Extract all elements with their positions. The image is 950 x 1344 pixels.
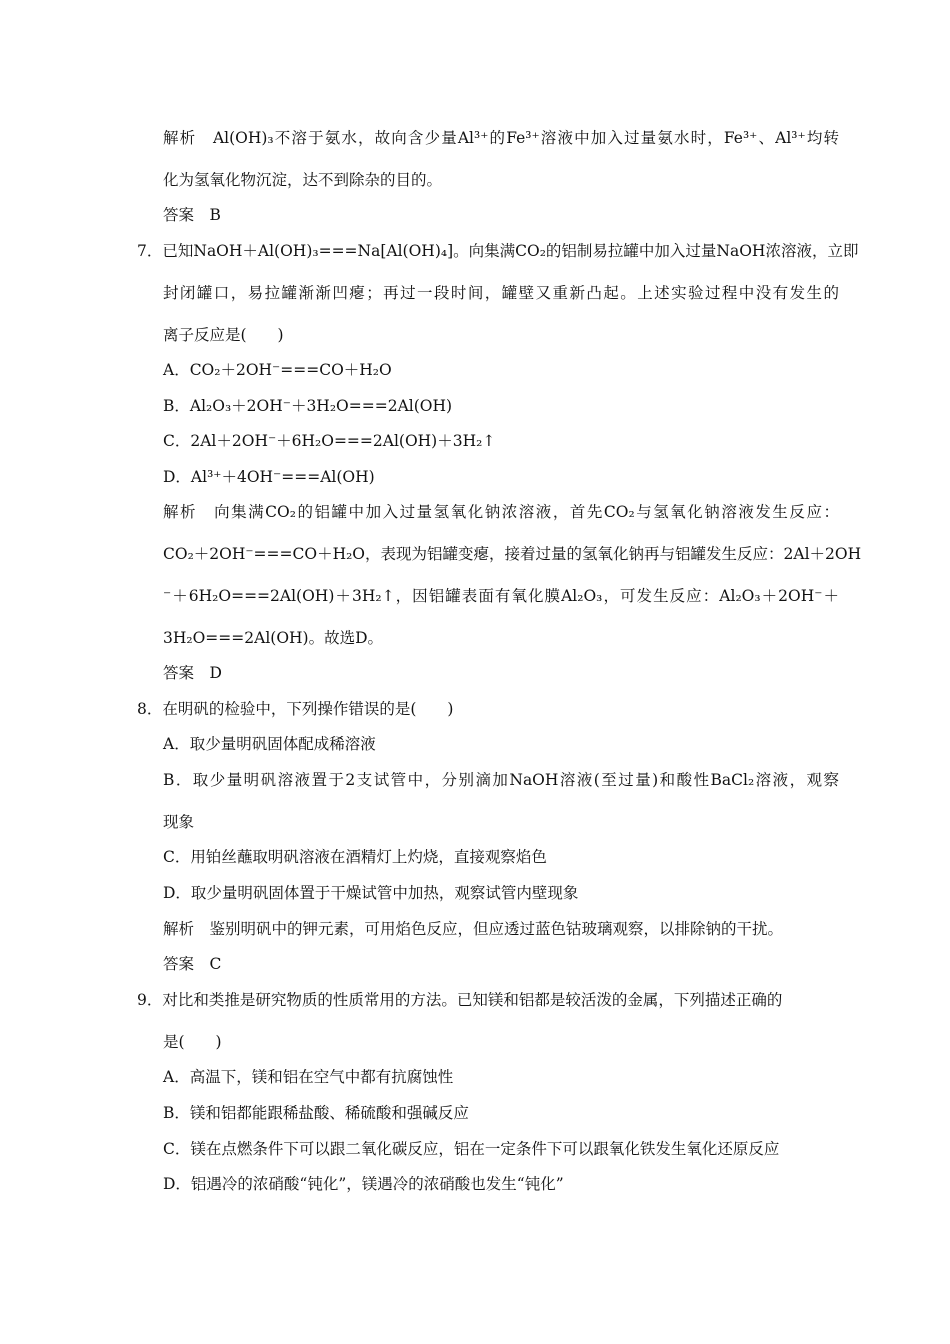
q7-analysis-line-4: 3H₂O===2Al(OH)。故选D。: [163, 629, 384, 647]
q9-option-d: D．铝遇冷的浓硝酸“钝化”，镁遇冷的浓硝酸也发生“钝化”: [163, 1175, 564, 1193]
q9-option-c: C．镁在点燃条件下可以跟二氧化碳反应，铝在一定条件下可以跟氧化铁发生氧化还原反应: [163, 1140, 780, 1158]
q9-stem-line-2: 是( ): [163, 1033, 222, 1051]
q8-option-d: D．取少量明矾固体置于干燥试管中加热，观察试管内壁现象: [163, 884, 579, 902]
q7-stem-line-1: 7．已知NaOH＋Al(OH)₃===Na[Al(OH)₄]。向集满CO₂的铝制易拉罐中加入过量NaOH浓溶液，立即: [137, 242, 859, 260]
q7-analysis-line-1: 解析 向集满CO₂的铝罐中加入过量氢氧化钠浓溶液，首先CO₂与氢氧化钠溶液发生反应：: [163, 503, 839, 521]
q9-number: 9．: [137, 991, 163, 1009]
q6-answer: 答案 B: [163, 206, 221, 224]
q7-number: 7．: [137, 242, 163, 260]
q9-option-b: B．镁和铝都能跟稀盐酸、稀硫酸和强碱反应: [163, 1104, 469, 1122]
q8-option-b-line-2: 现象: [163, 813, 195, 831]
q8-option-b-line-1: B．取少量明矾溶液置于2支试管中，分别滴加NaOH溶液(至过量)和酸性BaCl₂溶液，观察: [163, 771, 839, 789]
q7-analysis-line-2: CO₂＋2OH⁻===CO＋H₂O，表现为铝罐变瘪，接着过量的氢氧化钠再与铝罐发生反应：2Al＋2OH: [163, 545, 862, 563]
q7-stem-line-2: 封闭罐口，易拉罐渐渐凹瘪；再过一段时间，罐壁又重新凸起。上述实验过程中没有发生的: [163, 284, 839, 302]
q8-option-c: C．用铂丝蘸取明矾溶液在酒精灯上灼烧，直接观察焰色: [163, 848, 547, 866]
q7-answer: 答案 D: [163, 664, 222, 682]
q7-analysis-line-3: ⁻＋6H₂O===2Al(OH)＋3H₂↑，因铝罐表面有氧化膜Al₂O₃，可发生反应：Al₂O₃＋2OH⁻＋: [163, 587, 839, 605]
q8-answer: 答案 C: [163, 955, 222, 973]
q6-analysis-label: 解析: [163, 129, 197, 147]
q8-number: 8．: [137, 700, 163, 718]
q6-analysis-line-1: 解析 Al(OH)₃不溶于氨水，故向含少量Al³⁺的Fe³⁺溶液中加入过量氨水时，Fe³⁺、Al³⁺均转: [163, 129, 839, 147]
q7-option-a: A．CO₂＋2OH⁻===CO＋H₂O: [163, 361, 392, 379]
q9-stem-line-1: 9．对比和类推是研究物质的性质常用的方法。已知镁和铝都是较活泼的金属，下列描述正确的: [137, 991, 783, 1009]
q7-option-c: C．2Al＋2OH⁻＋6H₂O===2Al(OH)＋3H₂↑: [163, 432, 496, 450]
q6-analysis-line-2: 化为氢氧化物沉淀，达不到除杂的目的。: [163, 171, 443, 189]
q7-option-b: B．Al₂O₃＋2OH⁻＋3H₂O===2Al(OH): [163, 397, 453, 415]
q8-analysis-label: 解析: [163, 920, 195, 938]
q7-option-d: D．Al³⁺＋4OH⁻===Al(OH): [163, 468, 375, 486]
q8-stem: 8．在明矾的检验中，下列操作错误的是( ): [137, 700, 454, 718]
q7-stem-line-3: 离子反应是( ): [163, 326, 284, 344]
q9-option-a: A．高温下，镁和铝在空气中都有抗腐蚀性: [163, 1068, 454, 1086]
q8-analysis: 解析 鉴别明矾中的钾元素，可用焰色反应，但应透过蓝色钴玻璃观察，以排除钠的干扰。: [163, 920, 784, 938]
q7-analysis-label: 解析: [163, 503, 198, 521]
q8-option-a: A．取少量明矾固体配成稀溶液: [163, 735, 376, 753]
